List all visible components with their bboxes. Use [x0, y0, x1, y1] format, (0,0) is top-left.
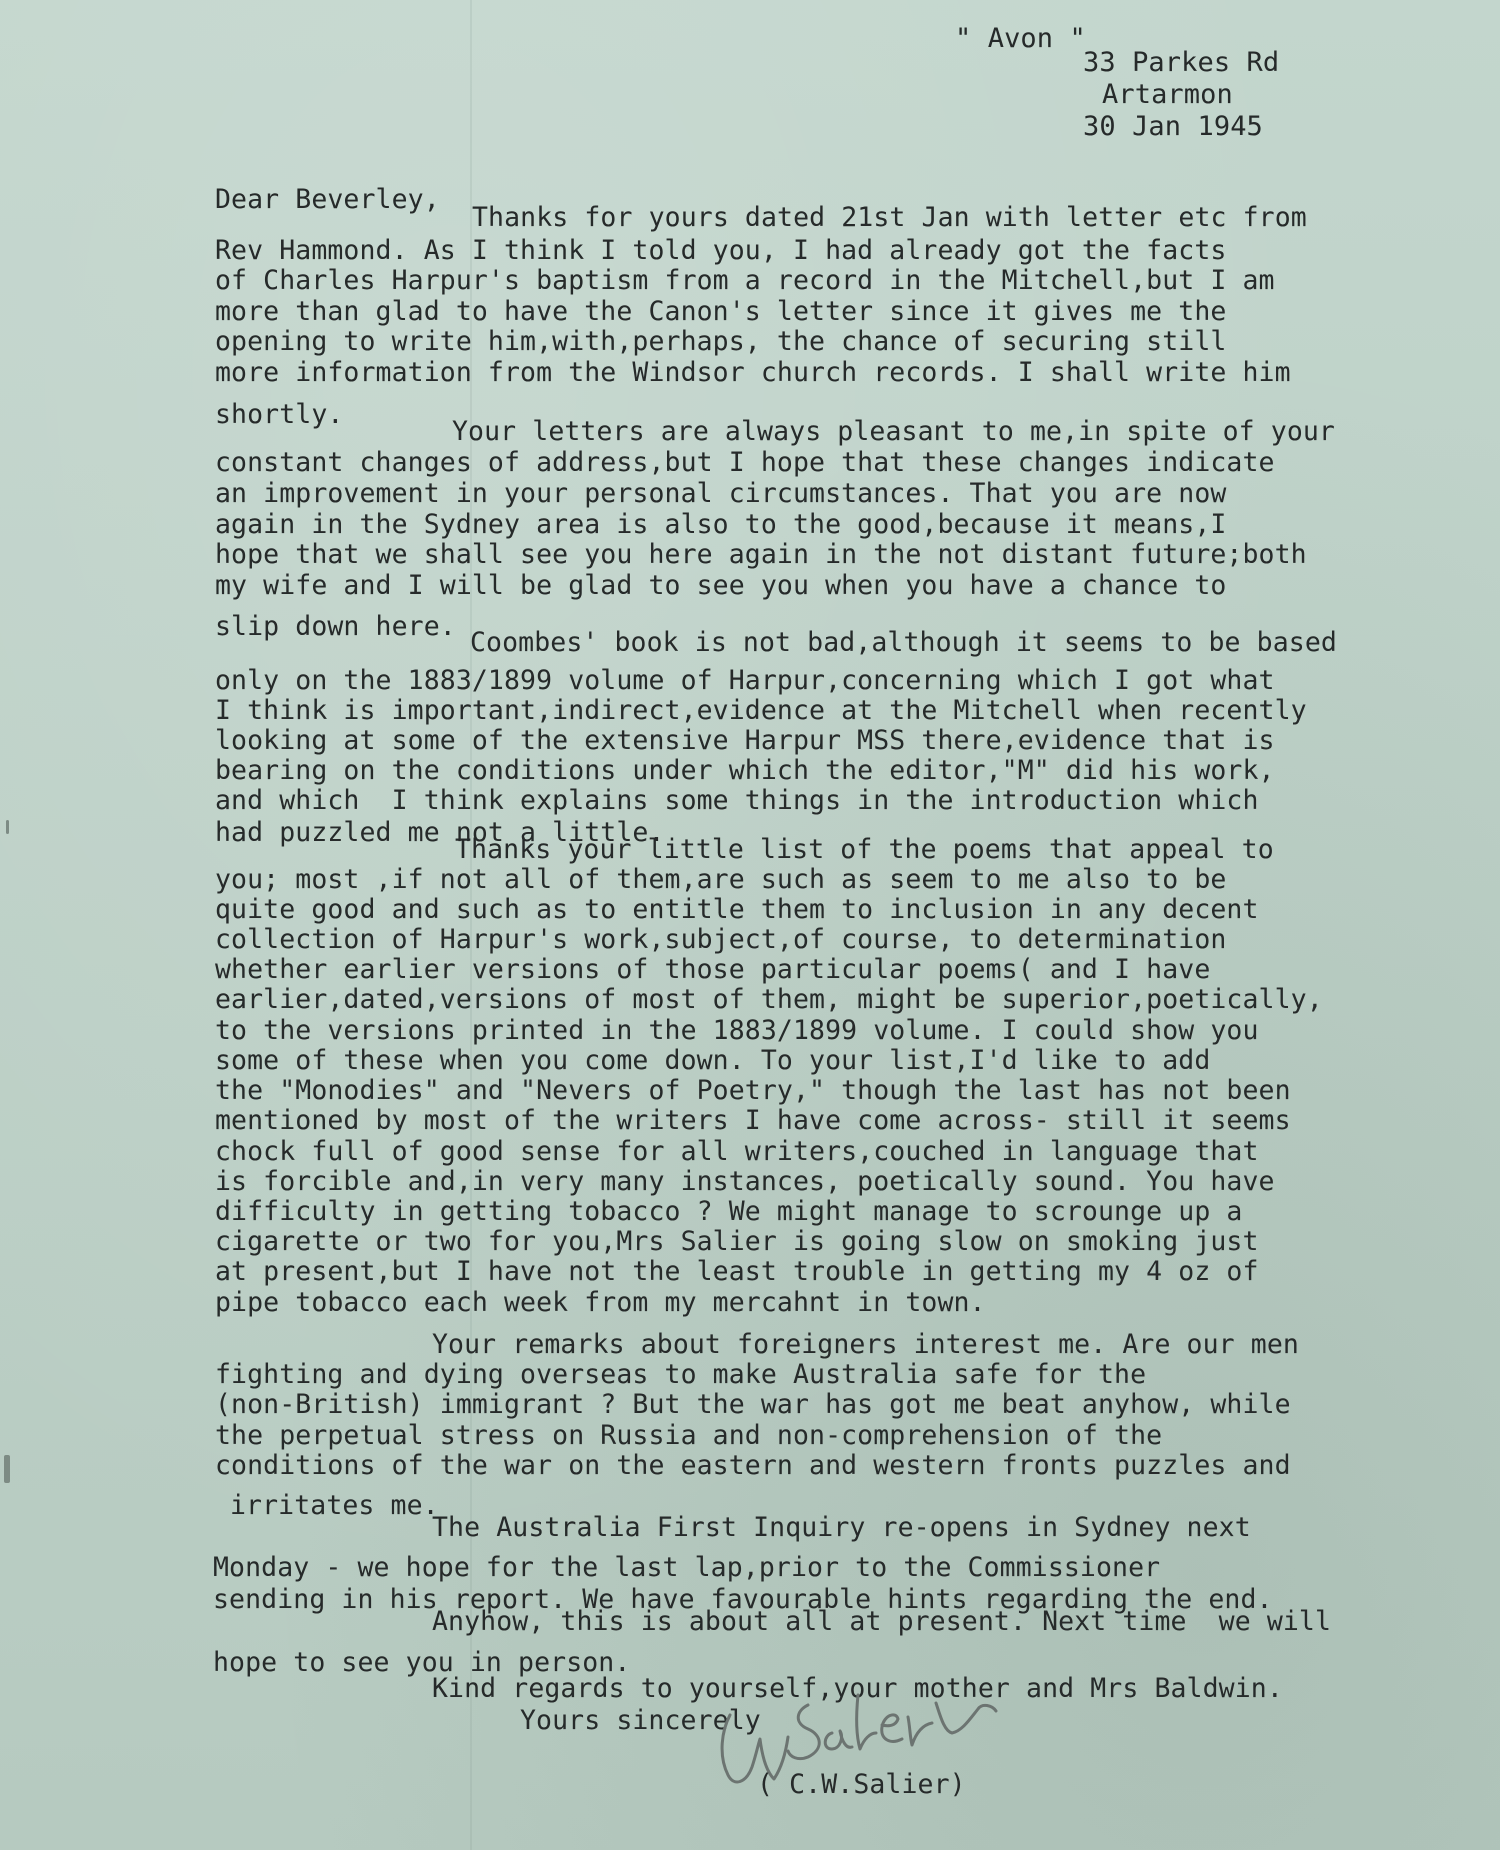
body-line: Coombes' book is not bad,although it seems to be based — [470, 627, 1337, 658]
body-line: difficulty in getting tobacco ? We might manage to scrounge up a — [215, 1196, 1243, 1227]
body-line: more information from the Windsor church records. I shall write him — [215, 357, 1291, 388]
body-line: mentioned by most of the writers I have come across- still it seems — [215, 1105, 1291, 1136]
body-line: you; most ,if not all of them,are such as seem to me also to be — [215, 864, 1227, 895]
body-line: hope to see you in person. — [213, 1647, 631, 1678]
body-line: the perpetual stress on Russia and non-comprehension of the — [215, 1420, 1163, 1451]
edge-mark — [4, 1455, 10, 1483]
edge-mark — [6, 820, 9, 834]
body-line: Thanks for yours dated 21st Jan with letter etc from — [472, 202, 1307, 233]
body-line: irritates me. — [230, 1490, 439, 1521]
body-line: The Australia First Inquiry re-opens in Sydney next — [432, 1512, 1251, 1543]
address-house: " Avon " — [955, 23, 1086, 54]
body-line: chock full of good sense for all writers,couched in language that — [215, 1136, 1259, 1167]
closing: Yours sincerely — [520, 1705, 761, 1736]
address-street: 33 Parkes Rd — [1083, 47, 1280, 78]
body-line: earlier,dated,versions of most of them, might be superior,poetically, — [215, 984, 1323, 1015]
body-line: at present,but I have not the least trouble in getting my 4 oz of — [215, 1256, 1259, 1287]
body-line: whether earlier versions of those particular poems( and I have — [215, 954, 1211, 985]
body-line: and which I think explains some things in the introduction which — [215, 785, 1259, 816]
body-line: an improvement in your personal circumstances. That you are now — [215, 478, 1227, 509]
body-line: conditions of the war on the eastern and western fronts puzzles and — [215, 1450, 1291, 1481]
body-line: is forcible and,in very many instances, poetically sound. You have — [215, 1166, 1275, 1197]
body-line: Monday - we hope for the last lap,prior to the Commissioner — [213, 1552, 1161, 1583]
body-line: Kind regards to yourself,your mother and Mrs Baldwin. — [432, 1673, 1283, 1704]
body-line: Rev Hammond. As I think I told you, I had already got the facts — [215, 235, 1227, 266]
body-line: had puzzled me not a little. — [215, 817, 665, 848]
body-line: to the versions printed in the 1883/1899 volume. I could show you — [215, 1015, 1259, 1046]
body-line: the "Monodies" and "Nevers of Poetry," though the last has not been — [215, 1075, 1291, 1106]
address-suburb: Artarmon — [1102, 79, 1233, 110]
body-line: Thanks your little list of the poems that appeal to — [455, 834, 1274, 865]
body-line: bearing on the conditions under which the editor,"M" did his work, — [215, 755, 1275, 786]
body-line: cigarette or two for you,Mrs Salier is going slow on smoking just — [215, 1226, 1259, 1257]
body-line: again in the Sydney area is also to the good,because it means,I — [215, 509, 1227, 540]
body-line: shortly. — [215, 399, 344, 430]
body-line: looking at some of the extensive Harpur MSS there,evidence that is — [215, 725, 1275, 756]
address-date: 30 Jan 1945 — [1083, 111, 1263, 142]
body-line: opening to write him,with,perhaps, the chance of securing still — [215, 326, 1227, 357]
body-line: constant changes of address,but I hope that these changes indicate — [215, 447, 1275, 478]
body-line: sending in his report. We have favourable hints regarding the end. — [213, 1584, 1273, 1615]
body-line: Anyhow, this is about all at present. Next time we will — [432, 1606, 1332, 1637]
body-line: more than glad to have the Canon's letter since it gives me the — [215, 296, 1227, 327]
body-line: fighting and dying overseas to make Australia safe for the — [215, 1359, 1147, 1390]
body-line: hope that we shall see you here again in the not distant future;both — [215, 539, 1307, 570]
body-line: some of these when you come down. To your list,I'd like to add — [215, 1045, 1211, 1076]
body-line: quite good and such as to entitle them to inclusion in any decent — [215, 894, 1259, 925]
body-line: slip down here. — [215, 611, 456, 642]
body-line: of Charles Harpur's baptism from a record in the Mitchell,but I am — [215, 265, 1275, 296]
body-line: pipe tobacco each week from my mercahnt in town. — [215, 1287, 986, 1318]
body-line: only on the 1883/1899 volume of Harpur,concerning which I got what — [215, 665, 1275, 696]
body-line: my wife and I will be glad to see you when you have a chance to — [215, 570, 1227, 601]
body-line: collection of Harpur's work,subject,of course, to determination — [215, 924, 1227, 955]
salutation: Dear Beverley, — [215, 184, 440, 215]
body-line: I think is important,indirect,evidence at the Mitchell when recently — [215, 695, 1307, 726]
body-line: (non-British) immigrant ? But the war has got me beat anyhow, while — [215, 1389, 1291, 1420]
signatory-name: ( C.W.Salier) — [757, 1769, 966, 1800]
body-line: Your letters are always pleasant to me,in spite of your — [452, 416, 1335, 447]
body-line: Your remarks about foreigners interest me. Are our men — [432, 1329, 1299, 1360]
